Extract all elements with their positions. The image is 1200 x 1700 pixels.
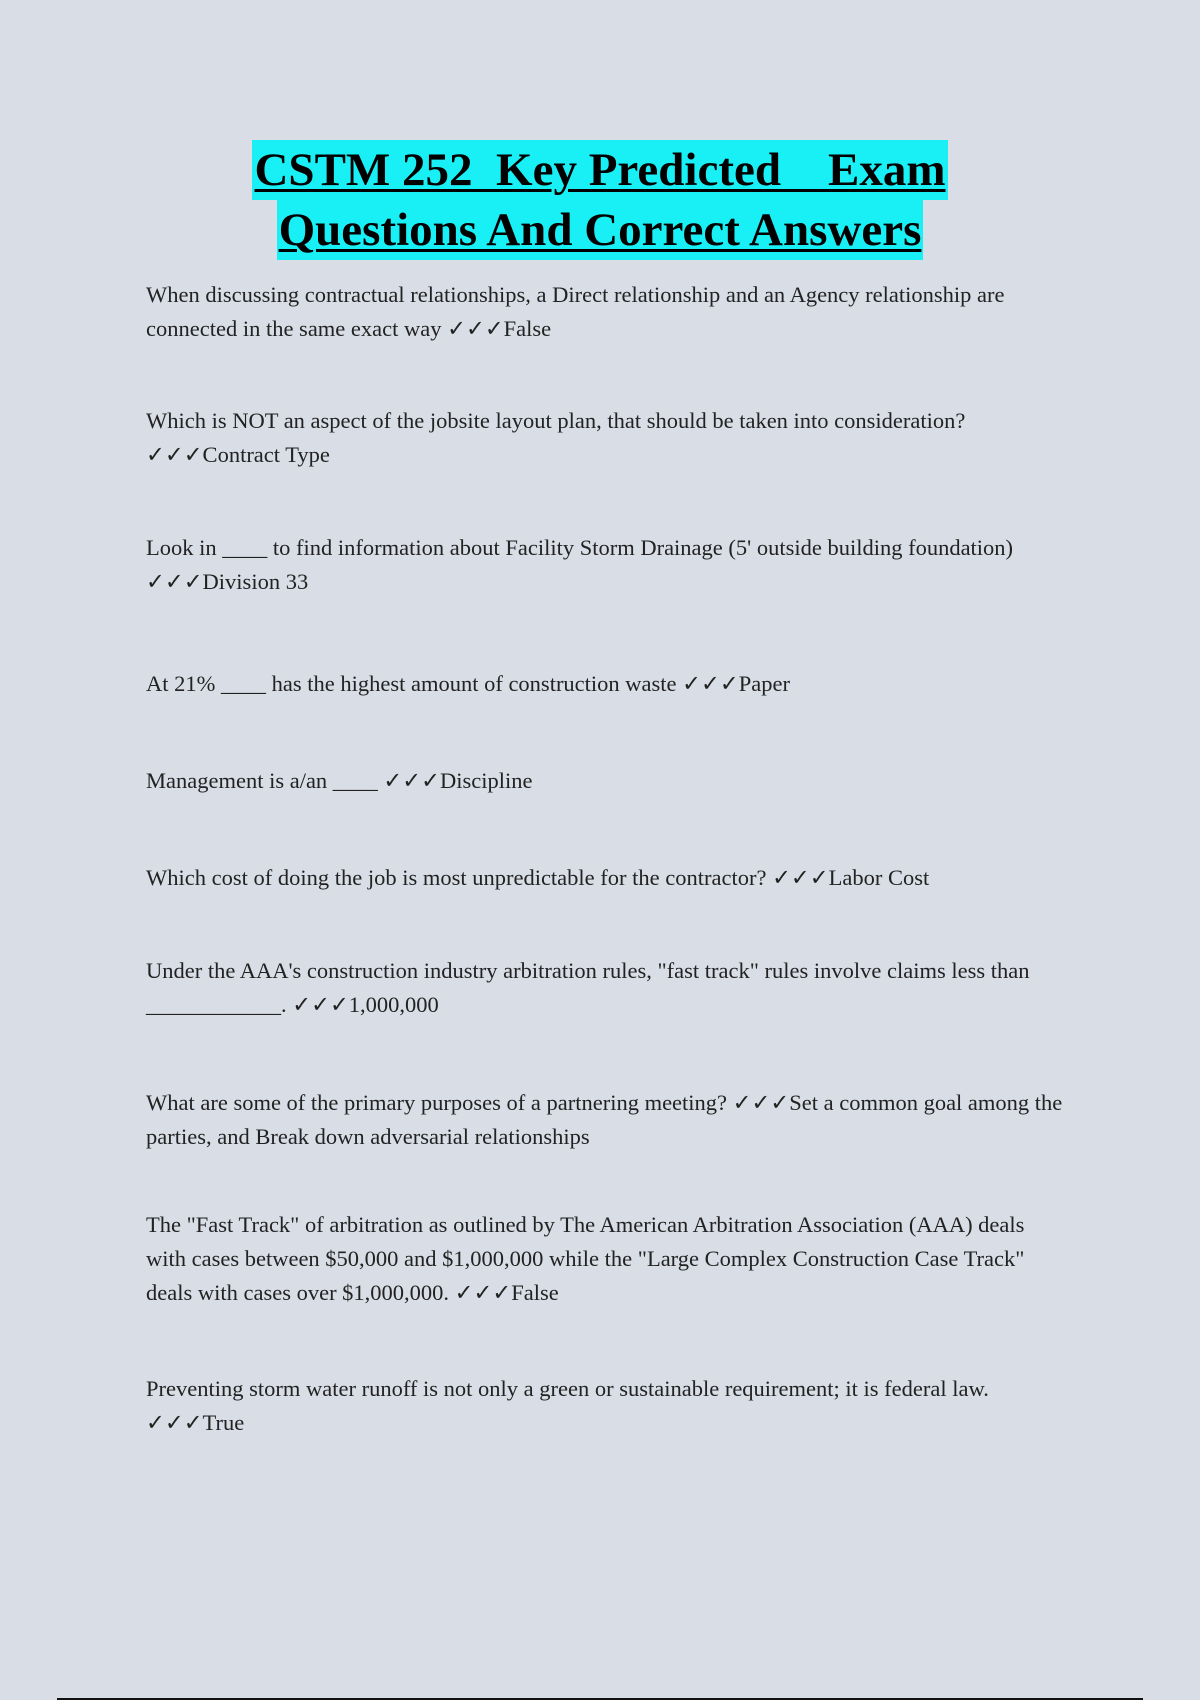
title-line-1: CSTM 252 Key Predicted Exam [252,140,947,200]
qa-item-1: When discussing contractual relationships, a Direct relationship and an Agency relationship are connected in the same exact way ✓✓✓False [146,282,1005,341]
title-line-2: Questions And Correct Answers [277,200,924,260]
qa-item-8: What are some of the primary purposes of a partnering meeting? ✓✓✓Set a common goal among the parties, and Break down adversarial relationships [146,1090,1063,1149]
document-title [0,140,1200,260]
qa-item-7: Under the AAA's construction industry arbitration rules, "fast track" rules involve claims less than ____________. ✓✓✓1,000,000 [146,958,1030,1017]
qa-item-2: Which is NOT an aspect of the jobsite layout plan, that should be taken into consideration? ✓✓✓Contract Type [146,408,966,467]
qa-item-10: Preventing storm water runoff is not only a green or sustainable requirement; it is federal law. ✓✓✓True [146,1376,989,1435]
qa-item-4: At 21% ____ has the highest amount of construction waste ✓✓✓Paper [146,671,790,696]
qa-item-6: Which cost of doing the job is most unpredictable for the contractor? ✓✓✓Labor Cost [146,865,930,890]
qa-item-5: Management is a/an ____ ✓✓✓Discipline [146,768,533,793]
qa-item-9: The "Fast Track" of arbitration as outlined by The American Arbitration Association (AAA) deals with cases between $50,000 and $1,000,000 while the "Large Complex Construction Case Track" deals with cases over $1,000,000. ✓✓✓False [146,1212,1025,1305]
qa-item-3: Look in ____ to find information about Facility Storm Drainage (5' outside building foundation) ✓✓✓Division 33 [146,535,1014,594]
